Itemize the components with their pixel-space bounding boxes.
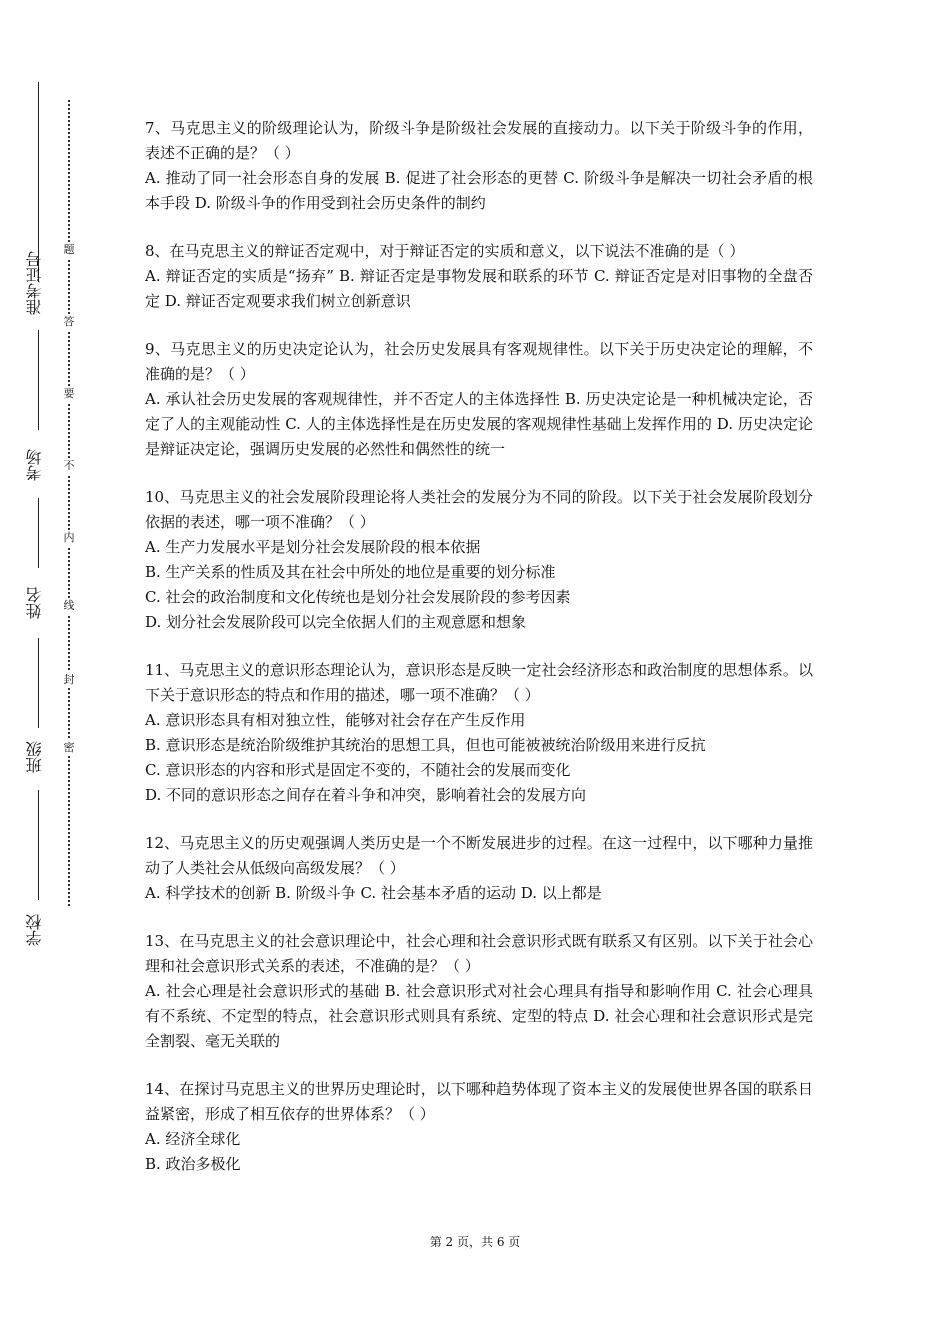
question-stem: 13、在马克思主义的社会意识理论中，社会心理和社会意识形式既有联系又有区别。以下关于社会心理和社会意识形式关系的表述，不准确的是？（ ） xyxy=(145,932,813,975)
question-stem: 12、马克思主义的历史观强调人类历史是一个不断发展进步的过程。在这一过程中，以下哪种力量推动了人类社会从低级向高级发展？（ ） xyxy=(145,834,813,877)
binding-rule xyxy=(38,498,39,568)
question-10 xyxy=(145,485,813,635)
question-8 xyxy=(145,239,813,314)
question-options: A. 承认社会历史发展的客观规律性，并不否定人的主体选择性 B. 历史决定论是一种机械决定论，否定了人的主观能动性 C. 人的主体选择性是在历史发展的客观规律性基础上发挥作用的 D. 历史决定论是辩证决定论，强调历史发展的必然性和偶然性的统一 xyxy=(145,390,813,458)
seal-char: 密 xyxy=(60,740,78,756)
seal-char: 题 xyxy=(60,242,78,258)
page-number: 第 2 页，共 6 页 xyxy=(429,1235,521,1249)
question-option-b: B. 生产关系的性质及其在社会中所处的地位是重要的划分标准 xyxy=(145,563,556,581)
question-13 xyxy=(145,929,813,1054)
question-option-b: B. 意识形态是统治阶级维护其统治的思想工具，但也可能被被统治阶级用来进行反抗 xyxy=(145,736,706,754)
binding-label-exam-room: 考场 xyxy=(25,449,44,481)
question-stem: 7、马克思主义的阶级理论认为，阶级斗争是阶级社会发展的直接动力。以下关于阶级斗争的作用，表述不正确的是？（ ） xyxy=(145,119,813,162)
binding-label-name: 姓名 xyxy=(25,587,44,619)
binding-label-school: 学校 xyxy=(25,914,44,946)
question-9 xyxy=(145,337,813,462)
question-option-d: D. 划分社会发展阶段可以完全依据人们的主观意愿和想象 xyxy=(145,613,527,631)
question-stem: 10、马克思主义的社会发展阶段理论将人类社会的发展分为不同的阶段。以下关于社会发展阶段划分依据的表述，哪一项不准确？（ ） xyxy=(145,488,813,531)
binding-rule xyxy=(38,330,39,430)
question-options: A. 科学技术的创新 B. 阶级斗争 C. 社会基本矛盾的运动 D. 以上都是 xyxy=(145,884,602,902)
question-stem: 9、马克思主义的历史决定论认为，社会历史发展具有客观规律性。以下关于历史决定论的理解，不准确的是？（ ） xyxy=(145,340,813,383)
seal-char: 线 xyxy=(60,598,78,614)
question-7 xyxy=(145,116,813,216)
question-option-c: C. 意识形态的内容和形式是固定不变的，不随社会的发展而变化 xyxy=(145,761,571,779)
question-stem: 14、在探讨马克思主义的世界历史理论时，以下哪种趋势体现了资本主义的发展使世界各国的联系日益紧密，形成了相互依存的世界体系？（ ） xyxy=(145,1080,813,1123)
question-12 xyxy=(145,831,813,906)
binding-label-exam-id: 准考证号 xyxy=(25,251,44,315)
seal-char: 封 xyxy=(60,672,78,688)
seal-char: 答 xyxy=(60,314,78,330)
binding-label-class: 班级 xyxy=(25,741,44,773)
question-option-a: A. 意识形态具有相对独立性，能够对社会存在产生反作用 xyxy=(145,711,526,729)
question-option-d: D. 不同的意识形态之间存在着斗争和冲突，影响着社会的发展方向 xyxy=(145,786,587,804)
question-options: A. 社会心理是社会意识形式的基础 B. 社会意识形式对社会心理具有指导和影响作用 C. 社会心理具有不系统、不定型的特点，社会意识形式则具有系统、定型的特点 D. 社会心理和社会意识形式是完全割裂、毫无关联的 xyxy=(145,982,813,1050)
question-options: A. 辩证否定的实质是“扬弃” B. 辩证否定是事物发展和联系的环节 C. 辩证否定是对旧事物的全盘否定 D. 辩证否定观要求我们树立创新意识 xyxy=(145,267,813,310)
question-stem: 8、在马克思主义的辩证否定观中，对于辩证否定的实质和意义，以下说法不准确的是（ ） xyxy=(145,242,745,260)
question-option-b: B. 政治多极化 xyxy=(145,1155,241,1173)
binding-rule xyxy=(38,790,39,900)
question-list xyxy=(145,116,813,1200)
question-option-a: A. 生产力发展水平是划分社会发展阶段的根本依据 xyxy=(145,538,481,556)
seal-line xyxy=(68,100,70,906)
seal-char: 不 xyxy=(60,458,78,474)
question-option-c: C. 社会的政治制度和文化传统也是划分社会发展阶段的参考因素 xyxy=(145,588,571,606)
seal-char: 内 xyxy=(60,530,78,546)
question-stem: 11、马克思主义的意识形态理论认为，意识形态是反映一定社会经济形态和政治制度的思想体系。以下关于意识形态的特点和作用的描述，哪一项不准确？（ ） xyxy=(145,661,813,704)
seal-char: 要 xyxy=(60,386,78,402)
question-14 xyxy=(145,1077,813,1177)
question-option-a: A. 经济全球化 xyxy=(145,1130,241,1148)
question-11 xyxy=(145,658,813,808)
binding-rule xyxy=(38,638,39,728)
question-options: A. 推动了同一社会形态自身的发展 B. 促进了社会形态的更替 C. 阶级斗争是解决一切社会矛盾的根本手段 D. 阶级斗争的作用受到社会历史条件的制约 xyxy=(145,169,813,212)
